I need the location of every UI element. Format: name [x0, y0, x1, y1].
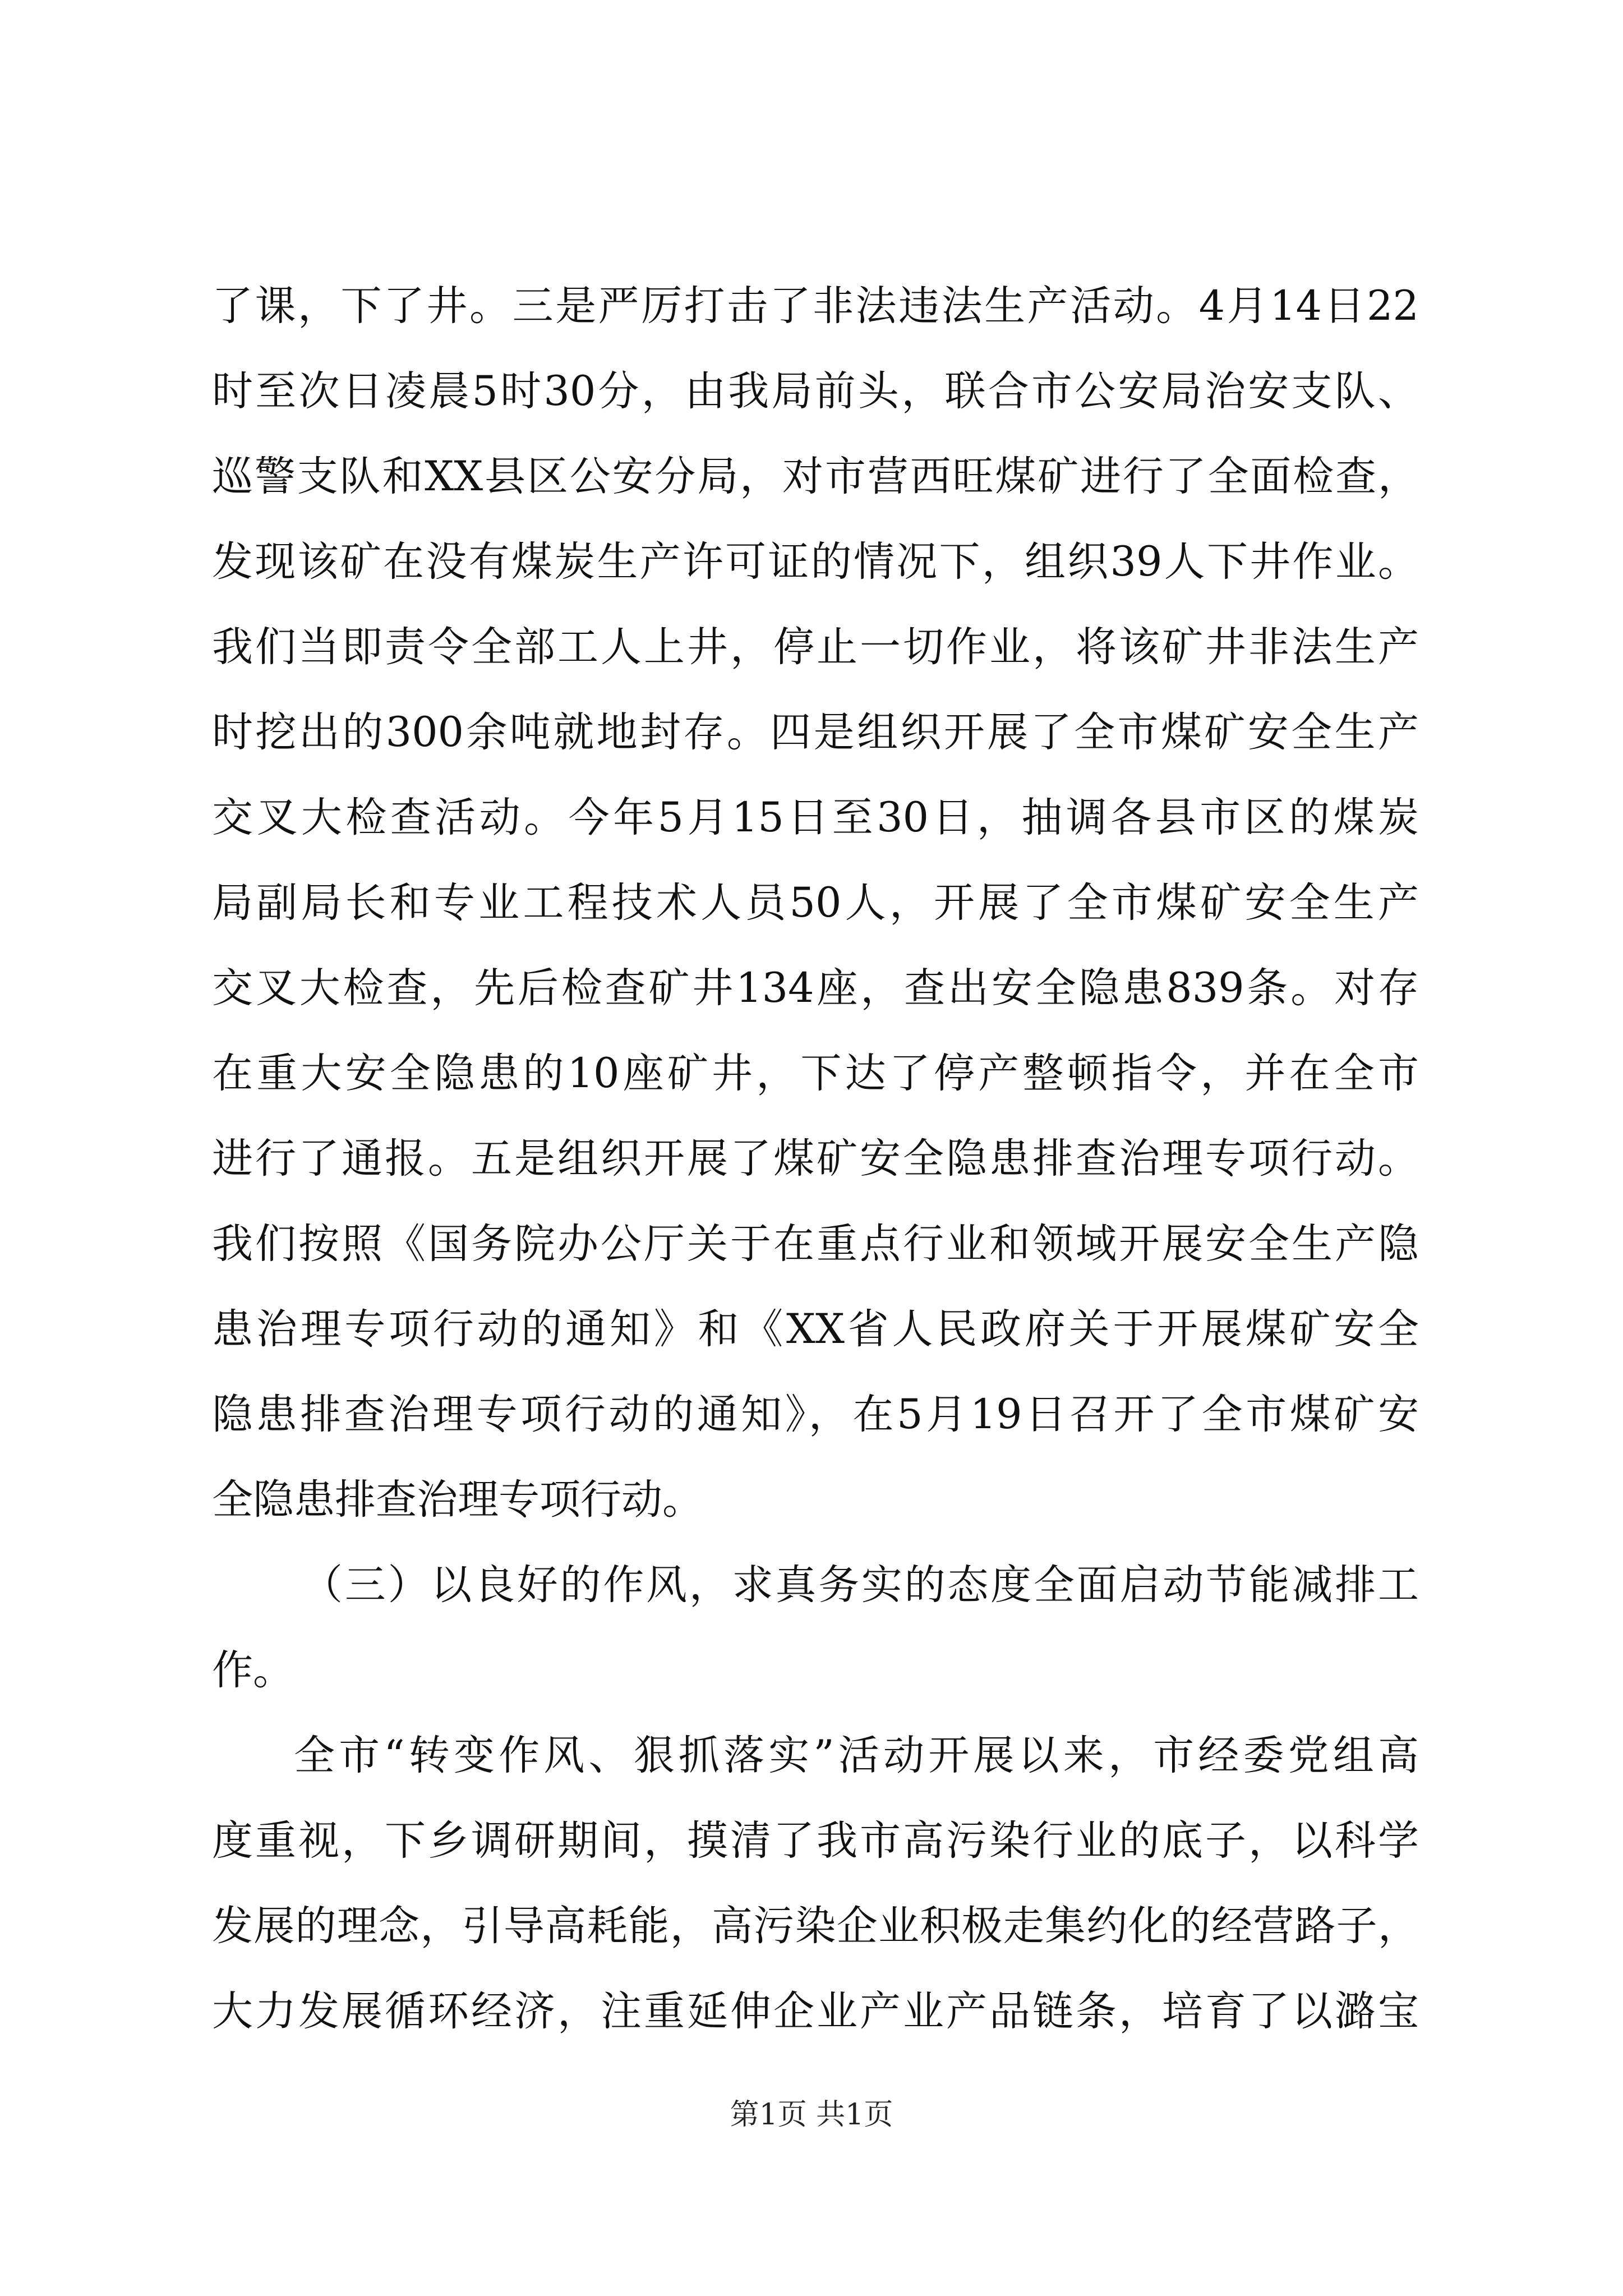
text-line: 我们当即责令全部工人上井，停止一切作业，将该矿井非法生产 [212, 623, 1419, 671]
paragraph-first-line: 全市“转变作风、狠抓落实”活动开展以来，市经委党组高 [294, 1732, 1419, 1779]
text-line: 交叉大检查，先后检查矿井134座，查出安全隐患839条。对存 [212, 964, 1419, 1012]
text-line: 发展的理念，引导高耗能，高污染企业积极走集约化的经营路子， [212, 1902, 1419, 1950]
text-line: 进行了通报。五是组织开展了煤矿安全隐患排查治理专项行动。 [212, 1135, 1419, 1182]
section-heading: （三）以良好的作风，求真务实的态度全面启动节能减排工 [302, 1561, 1419, 1609]
text-line: 我们按照《国务院办公厅关于在重点行业和领域开展安全生产隐 [212, 1220, 1419, 1268]
text-line: 交叉大检查活动。今年5月15日至30日，抽调各县市区的煤炭 [212, 794, 1419, 841]
text-line: 时挖出的300余吨就地封存。四是组织开展了全市煤矿安全生产 [212, 708, 1419, 756]
text-line: 全隐患排查治理专项行动。 [212, 1476, 703, 1524]
text-line: 了课，下了井。三是严厉打击了非法违法生产活动。4月14日22 [212, 282, 1419, 330]
text-line: 时至次日凌晨5时30分，由我局前头，联合市公安局治安支队、 [212, 367, 1419, 415]
section-heading: 作。 [212, 1646, 294, 1694]
text-line: 在重大安全隐患的10座矿井，下达了停产整顿指令，并在全市 [212, 1050, 1419, 1097]
text-line: 患治理专项行动的通知》和《XX省人民政府关于开展煤矿安全 [212, 1305, 1419, 1353]
text-line: 巡警支队和XX县区公安分局，对市营西旺煤矿进行了全面检查， [212, 453, 1419, 500]
text-line: 局副局长和专业工程技术人员50人，开展了全市煤矿安全生产 [212, 879, 1419, 927]
text-line: 隐患排查治理专项行动的通知》，在5月19日召开了全市煤矿安 [212, 1391, 1419, 1438]
text-line: 大力发展循环经济，注重延伸企业产业产品链条，培育了以潞宝 [212, 1987, 1419, 2035]
text-line: 发现该矿在没有煤炭生产许可证的情况下，组织39人下井作业。 [212, 538, 1419, 586]
document-body [212, 264, 1419, 2054]
page-number-footer: 第1页 共1页 [730, 2098, 893, 2132]
text-line: 度重视，下乡调研期间，摸清了我市高污染行业的底子，以科学 [212, 1817, 1419, 1865]
